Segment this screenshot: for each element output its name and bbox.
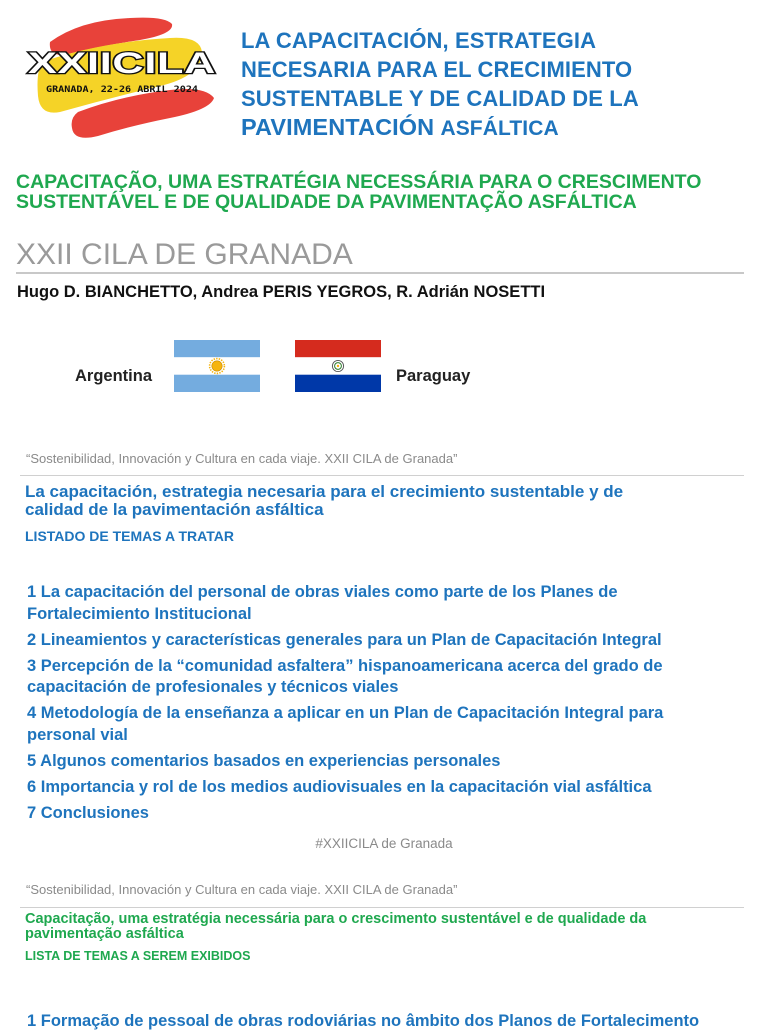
country-argentina-label: Argentina — [75, 367, 153, 385]
section-es-title-line-2: calidad de la pavimentación asfáltica — [25, 499, 324, 519]
title-es-line-4 — [241, 113, 751, 143]
authors: Hugo D. BIANCHETTO, Andrea PERIS YEGROS, R. Adrián NOSETTI — [17, 283, 546, 301]
divider — [20, 475, 744, 476]
title-pt-line-2: SUSTENTÁVEL E DE QUALIDADE DA PAVIMENTAÇÃO ASFÁLTICA — [16, 191, 637, 213]
topic-item — [27, 582, 747, 625]
title-es-line-3: SUSTENTABLE Y DE CALIDAD DE LA — [241, 86, 639, 111]
title-es-word-pavimentacion: PAVIMENTACIÓN — [241, 114, 435, 140]
topic-item — [27, 777, 747, 799]
topic-1-line-1: 1 La capacitación del personal de obras viales como parte de los Planes de — [27, 583, 618, 601]
slogan: “Sostenibilidad, Innovación y Cultura en cada viaje. XXII CILA de Granada” — [26, 882, 458, 897]
section-pt-subtitle: LISTA DE TEMAS A SEREM EXIBIDOS — [25, 949, 251, 963]
topic-item — [27, 630, 747, 652]
argentina-flag-icon — [174, 340, 260, 392]
logo-graphic — [20, 12, 220, 140]
topic-item — [27, 751, 747, 773]
hashtag: #XXIICILA de Granada — [315, 836, 453, 851]
section-pt-title — [25, 912, 725, 942]
title-es-line-1: LA CAPACITACIÓN, ESTRATEGIA — [241, 28, 597, 53]
section-es-title — [25, 483, 725, 518]
topic-3-line-1: 3 Percepción de la “comunidad asfaltera” hispanoamericana acerca del grado de — [27, 656, 663, 675]
topic-4-line-1: 4 Metodología de la enseñanza a aplicar en un Plan de Capacitación Integral para — [27, 704, 664, 722]
logo-dates: GRANADA, 22-26 ABRIL 2024 — [46, 85, 199, 95]
topic-pt-1: 1 Formação de pessoal de obras rodoviárias no âmbito dos Planos de Fortalecimento — [27, 1012, 700, 1030]
title-pt-line-1: CAPACITAÇÃO, UMA ESTRATÉGIA NECESSÁRIA PARA O CRESCIMENTO — [16, 171, 702, 193]
topic-4-line-2: personal vial — [27, 725, 128, 744]
divider — [20, 907, 744, 908]
title-spanish — [241, 26, 751, 143]
section-es-title-line-1: La capacitación, estrategia necesaria para el crecimiento sustentable y de — [25, 482, 624, 501]
slogan: “Sostenibilidad, Innovación y Cultura en cada viaje. XXII CILA de Granada” — [26, 451, 458, 466]
topic-6-line-1: 6 Importancia y rol de los medios audiovisuales en la capacitación vial asfáltica — [27, 777, 652, 796]
section-pt-title-line-1: Capacitação, uma estratégia necessária para o crescimento sustentável e de qualidade da — [25, 911, 647, 927]
title-portuguese — [16, 172, 761, 212]
topic-2-line-1: 2 Lineamientos y características generales para un Plan de Capacitación Integral — [27, 630, 662, 649]
section-es-subtitle: LISTADO DE TEMAS A TRATAR — [25, 528, 234, 544]
title-es-line-2: NECESARIA PARA EL CRECIMIENTO — [241, 57, 633, 82]
topic-7-line-1: 7 Conclusiones — [27, 803, 149, 822]
title-es-word-asfaltica: ASFÁLTICA — [440, 117, 559, 140]
paraguay-flag-icon — [295, 340, 381, 392]
event-heading: XXII CILA DE GRANADA — [16, 238, 744, 274]
topic-item — [27, 803, 747, 825]
country-paraguay-label: Paraguay — [396, 367, 471, 385]
topic-5-line-1: 5 Algunos comentarios basados en experiencias personales — [27, 751, 501, 770]
topic-1-line-2: Fortalecimiento Institucional — [27, 604, 252, 623]
logo-wordmark: XXIICILA — [28, 47, 216, 80]
topics-list-es — [27, 582, 747, 829]
section-pt-title-line-2: pavimentação asfáltica — [25, 926, 184, 942]
topic-item — [27, 656, 747, 699]
congress-logo — [20, 12, 220, 140]
topic-item — [27, 703, 747, 746]
topic-3-line-2: capacitación de profesionales y técnicos viales — [27, 678, 399, 696]
